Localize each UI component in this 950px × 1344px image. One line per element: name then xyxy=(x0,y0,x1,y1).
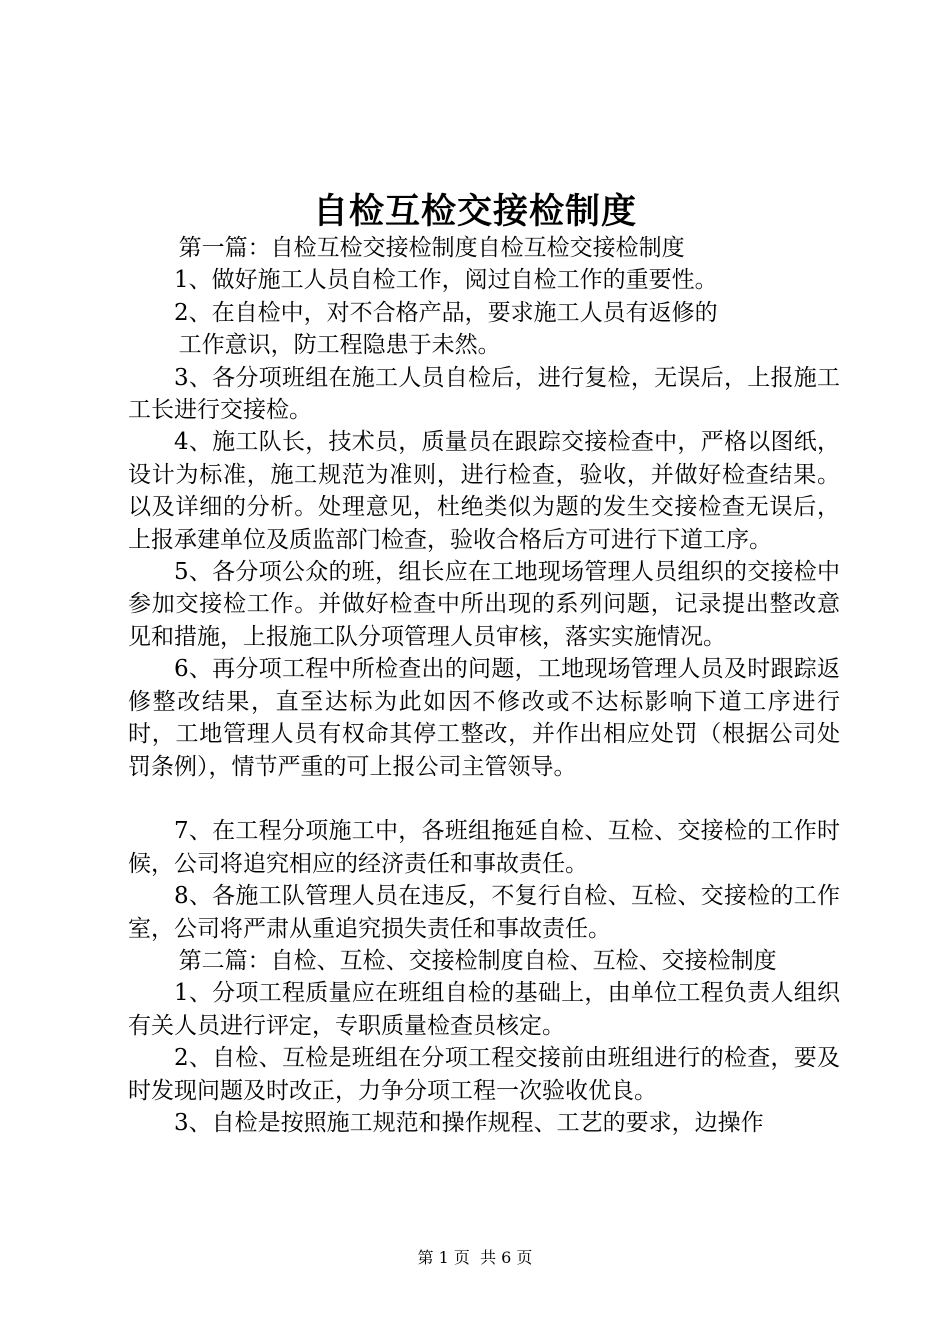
paragraph-item-5: 5、各分项公众的班，组长应在工地现场管理人员组织的交接检中参加交接检工作。并做好检查中所出现的系列问题，记录提出整改意见和措施，上报施工队分项管理人员审核，落实实施情况。 xyxy=(128,559,840,650)
document-body xyxy=(128,232,840,1139)
paragraph-2-item-1: 1、分项工程质量应在班组自检的基础上，由单位工程负责人组织有关人员进行评定，专职质量检查员核定。 xyxy=(128,980,840,1039)
paragraph-item-6: 6、再分项工程中所检查出的问题，工地现场管理人员及时跟踪返修整改结果，直至达标为此如因不修改或不达标影响下道工序进行时，工地管理人员有权命其停工整改，并作出相应处罚（根据公司处罚条例），情节严重的可上报公司主管领导。 xyxy=(128,656,840,780)
section-heading-1: 第一篇：自检互检交接检制度自检互检交接检制度 xyxy=(178,235,685,261)
paragraph-item-3: 3、各分项班组在施工人员自检后，进行复检，无误后，上报施工工长进行交接检。 xyxy=(128,364,840,424)
section-heading-2: 第二篇：自检、互检、交接检制度自检、互检、交接检制度 xyxy=(178,947,777,974)
paragraph-item-8: 8、各施工队管理人员在违反，不复行自检、互检、交接检的工作室，公司将严肃从重追究损失责任和事故责任。 xyxy=(128,883,840,942)
page-footer: 第 1 页 共 6 页 xyxy=(417,1248,533,1267)
paragraph-item-7: 7、在工程分项施工中，各班组拖延自检、互检、交接检的工作时候，公司将追究相应的经济责任和事故责任。 xyxy=(128,818,840,877)
paragraph-item-2: 2、在自检中，对不合格产品，要求施工人员有返修的 xyxy=(174,299,718,326)
paragraph-item-1: 1、做好施工人员自检工作，阅过自检工作的重要性。 xyxy=(174,267,718,294)
paragraph-2-item-2: 2、自检、互检是班组在分项工程交接前由班组进行的检查，要及时发现问题及时改正，力争分项工程一次验收优良。 xyxy=(128,1045,840,1104)
paragraph-item-2-continued: 工作意识，防工程隐患于未然。 xyxy=(178,332,501,359)
paragraph-item-4: 4、施工队长，技术员，质量员在跟踪交接检查中，严格以图纸，设计为标准，施工规范为准则，进行检查，验收，并做好检查结果。以及详细的分析。处理意见，杜绝类似为题的发生交接检查无误后，上报承建单位及质监部门检查，验收合格后方可进行下道工序。 xyxy=(128,429,840,553)
paragraph-2-item-3: 3、自检是按照施工规范和操作规程、工艺的要求，边操作 xyxy=(174,1109,764,1136)
document-title: 自检互检交接检制度 xyxy=(312,191,637,232)
